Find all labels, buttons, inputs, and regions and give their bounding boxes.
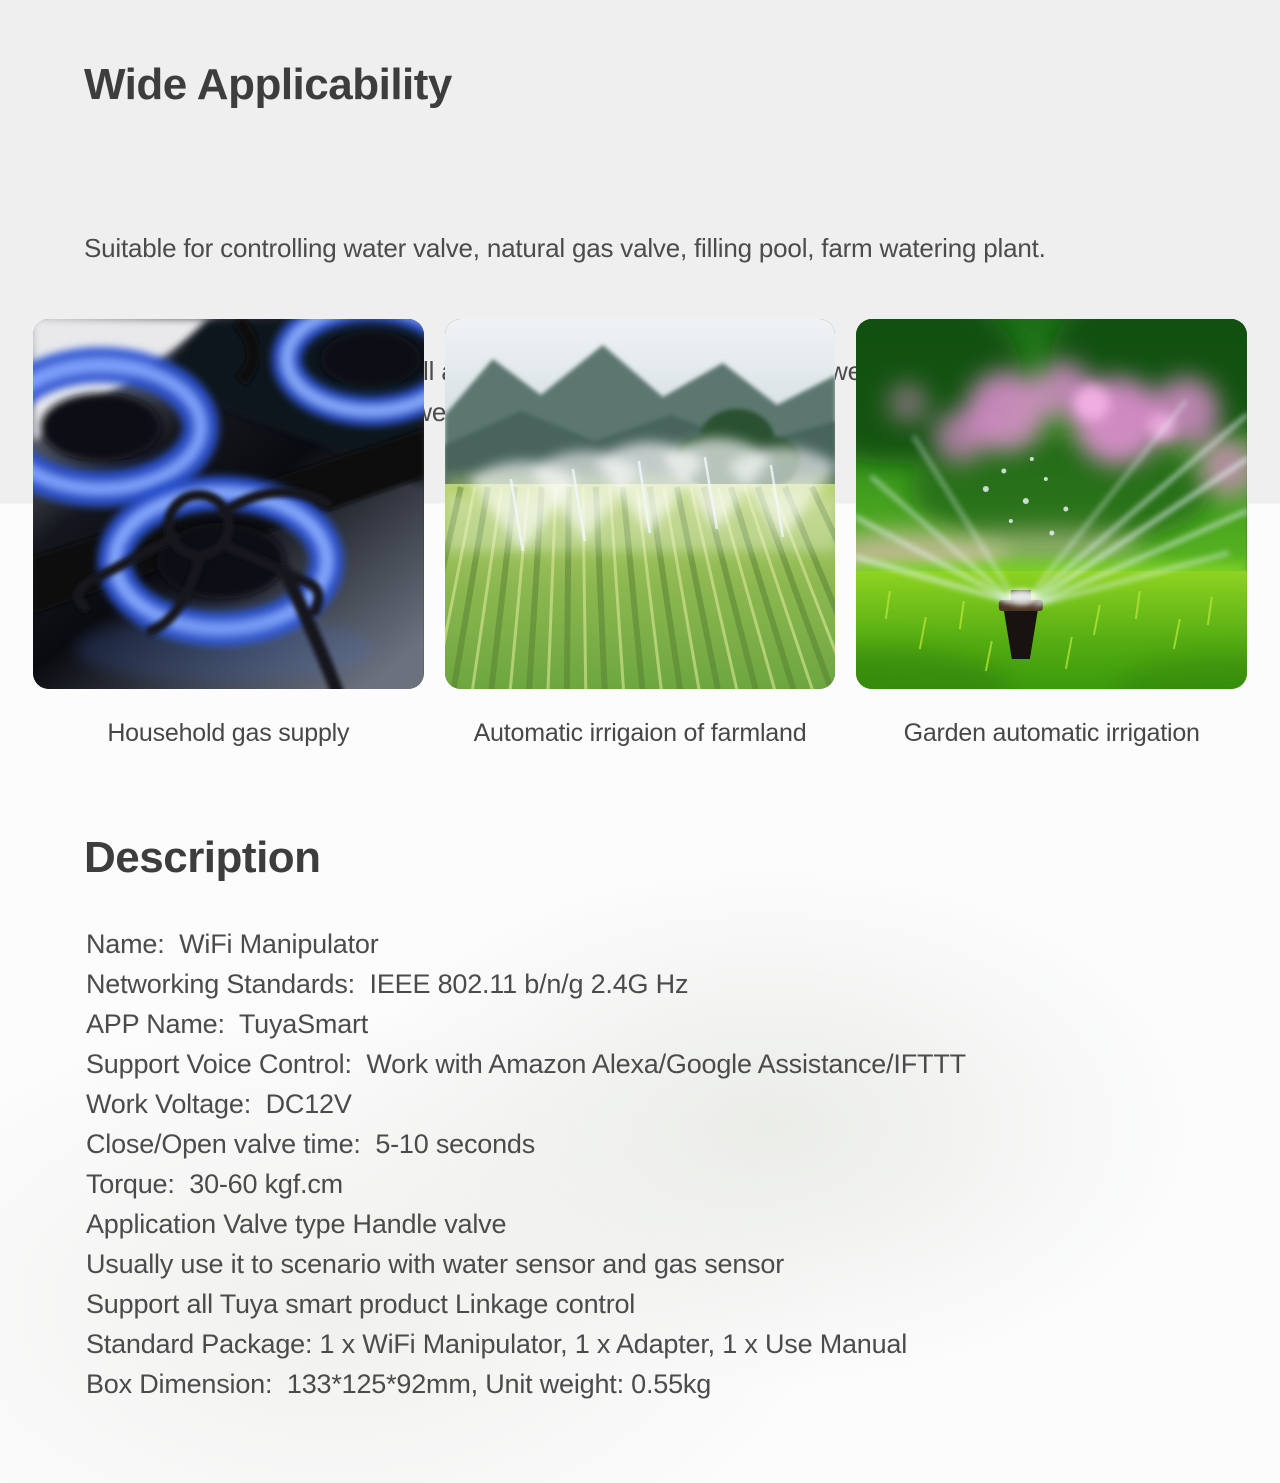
spec-line-valve-time: Close/Open valve time: 5-10 seconds bbox=[86, 1129, 536, 1159]
applicability-card-farmland bbox=[445, 319, 836, 748]
description-title: Description bbox=[84, 833, 321, 882]
farmland-irrigation-image bbox=[445, 319, 836, 689]
spec-line-package: Standard Package: 1 x WiFi Manipulator, 1 x Adapter, 1 x Use Manual bbox=[86, 1329, 908, 1359]
spec-line-networking: Networking Standards: IEEE 802.11 b/n/g 2.4G Hz bbox=[86, 969, 689, 999]
gas-stove-image bbox=[33, 319, 424, 689]
farmland-irrigation-photo bbox=[445, 319, 836, 689]
intro-line: Suitable for controlling water valve, natural gas valve, filling pool, farm watering plant. bbox=[84, 233, 1046, 263]
note-text: power bbox=[800, 356, 871, 386]
spec-line-scenario: Usually use it to scenario with water sensor and gas sensor bbox=[86, 1249, 785, 1279]
photo-caption: Garden automatic irrigation bbox=[903, 719, 1200, 747]
applicability-card-gas bbox=[33, 319, 424, 748]
applicability-card-garden bbox=[856, 319, 1247, 748]
photo-caption: Household gas supply bbox=[107, 719, 350, 747]
garden-sprinkler-image bbox=[856, 319, 1247, 689]
spec-line-linkage: Support all Tuya smart product Linkage control bbox=[86, 1289, 636, 1319]
photo-caption: Automatic irrigaion of farmland bbox=[473, 719, 807, 747]
garden-sprinkler-photo bbox=[856, 319, 1247, 689]
spec-line-voltage: Work Voltage: DC12V bbox=[86, 1089, 352, 1119]
spec-line-torque: Torque: 30-60 kgf.cm bbox=[86, 1169, 343, 1199]
spec-line-valve-type: Application Valve type Handle valve bbox=[86, 1209, 507, 1239]
applicability-photo-row bbox=[33, 319, 1247, 748]
gas-stove-photo bbox=[33, 319, 424, 689]
spec-list bbox=[86, 924, 1206, 1404]
spec-line-voice: Support Voice Control: Work with Amazon Alexa/Google Assistance/IFTTT bbox=[86, 1049, 966, 1079]
spec-line-name: Name: WiFi Manipulator bbox=[86, 929, 379, 959]
spec-line-app: APP Name: TuyaSmart bbox=[86, 1009, 369, 1039]
wide-applicability-title: Wide Applicability bbox=[84, 60, 452, 109]
spec-line-box: Box Dimension: 133*125*92mm, Unit weight: 0.55kg bbox=[86, 1369, 712, 1399]
